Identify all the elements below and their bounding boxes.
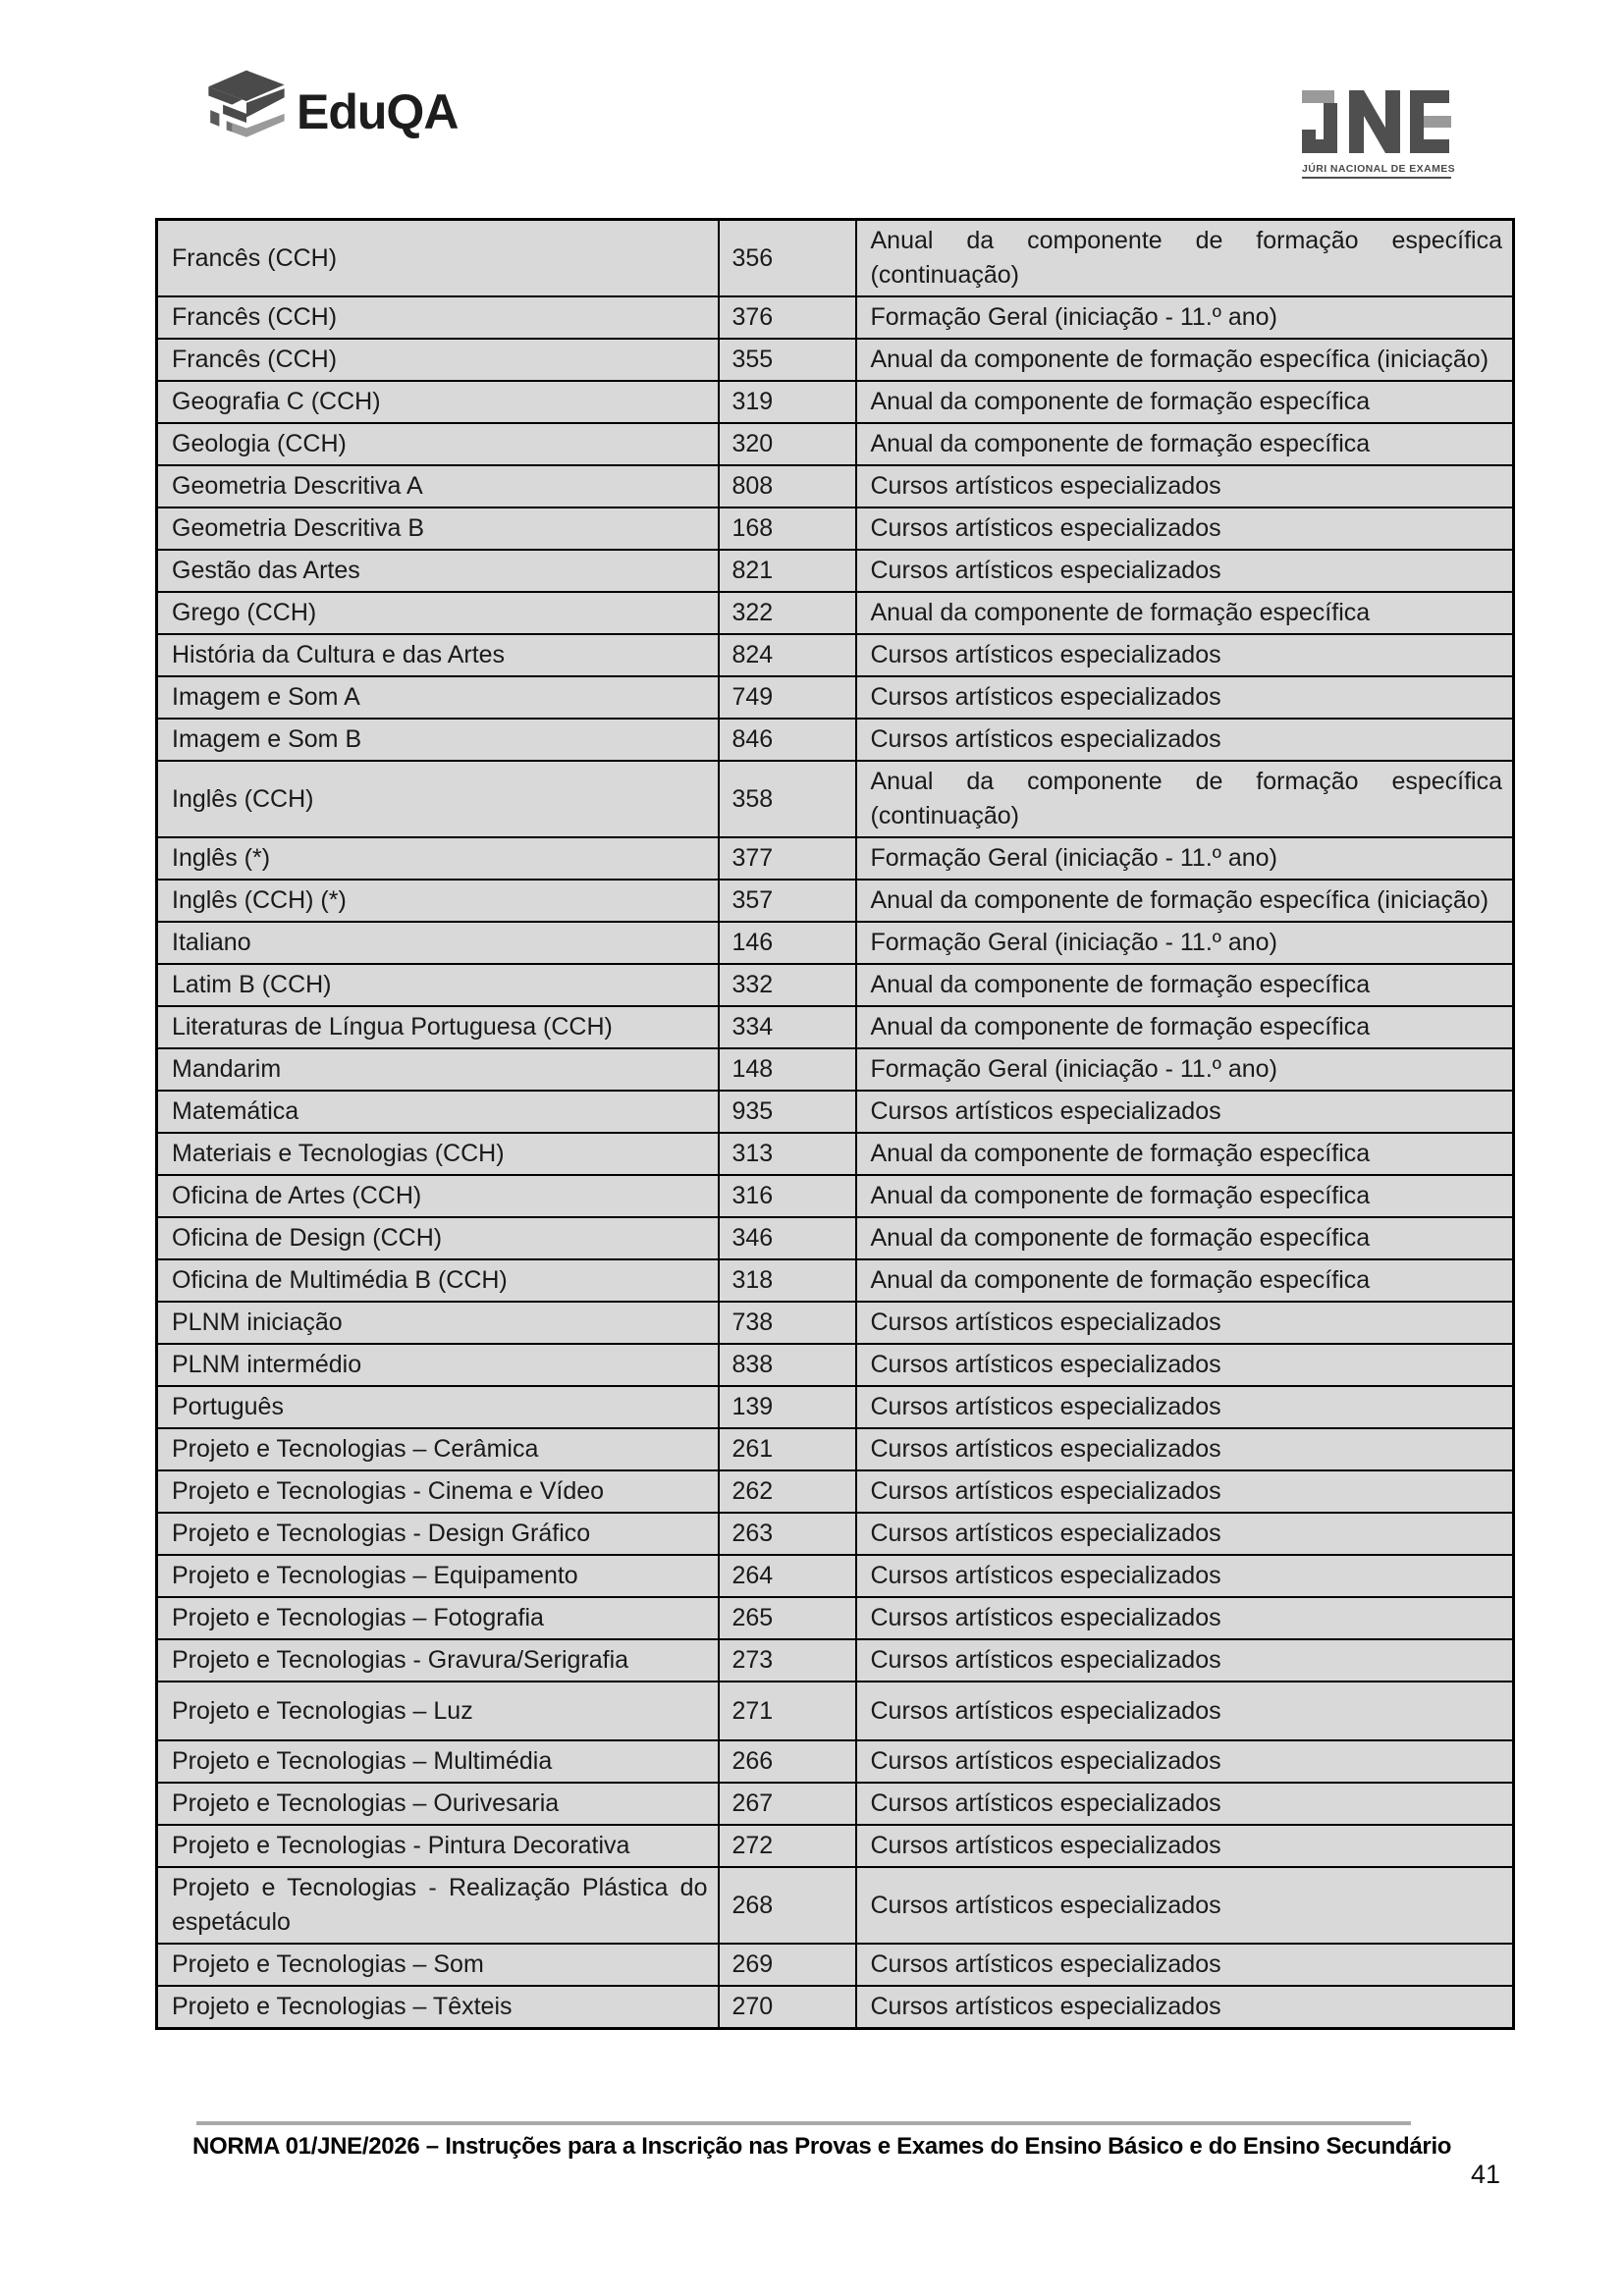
table-row <box>157 1302 1514 1344</box>
cell-subject: Oficina de Multimédia B (CCH) <box>157 1259 719 1302</box>
cell-subject: Geografia C (CCH) <box>157 381 719 423</box>
cell-description: Cursos artísticos especializados <box>856 1428 1514 1470</box>
cell-code: 357 <box>719 880 856 922</box>
cell-code: 332 <box>719 964 856 1006</box>
cell-description: Anual da componente de formação específica (continuação) <box>856 761 1514 837</box>
table-row <box>157 1740 1514 1783</box>
cell-subject: Projeto e Tecnologias – Equipamento <box>157 1555 719 1597</box>
cell-description: Cursos artísticos especializados <box>856 1639 1514 1682</box>
cell-description: Cursos artísticos especializados <box>856 1344 1514 1386</box>
cell-subject: Projeto e Tecnologias – Cerâmica <box>157 1428 719 1470</box>
cell-description: Cursos artísticos especializados <box>856 1386 1514 1428</box>
cell-description: Cursos artísticos especializados <box>856 1740 1514 1783</box>
table-row <box>157 1867 1514 1944</box>
cell-subject: Imagem e Som B <box>157 719 719 761</box>
cell-subject: Grego (CCH) <box>157 592 719 634</box>
cell-code: 318 <box>719 1259 856 1302</box>
table-row <box>157 507 1514 550</box>
table-row <box>157 1091 1514 1133</box>
table-row <box>157 1682 1514 1740</box>
cell-subject: Materiais e Tecnologias (CCH) <box>157 1133 719 1175</box>
cell-subject: Projeto e Tecnologias - Gravura/Serigrafia <box>157 1639 719 1682</box>
table-row <box>157 1175 1514 1217</box>
table-row <box>157 465 1514 507</box>
cell-description: Cursos artísticos especializados <box>856 1783 1514 1825</box>
cell-code: 749 <box>719 676 856 719</box>
cell-subject: Projeto e Tecnologias – Multimédia <box>157 1740 719 1783</box>
table-row <box>157 922 1514 964</box>
cell-description: Cursos artísticos especializados <box>856 1597 1514 1639</box>
cell-subject: História da Cultura e das Artes <box>157 634 719 676</box>
table-row <box>157 381 1514 423</box>
cell-description: Cursos artísticos especializados <box>856 550 1514 592</box>
table-row <box>157 1048 1514 1091</box>
cell-subject: PLNM intermédio <box>157 1344 719 1386</box>
cell-description: Cursos artísticos especializados <box>856 1513 1514 1555</box>
cell-description: Cursos artísticos especializados <box>856 676 1514 719</box>
cell-description: Cursos artísticos especializados <box>856 1867 1514 1944</box>
table-row <box>157 1428 1514 1470</box>
cell-code: 261 <box>719 1428 856 1470</box>
cell-subject: Italiano <box>157 922 719 964</box>
table-row <box>157 1386 1514 1428</box>
cell-description: Cursos artísticos especializados <box>856 465 1514 507</box>
cell-subject: Literaturas de Língua Portuguesa (CCH) <box>157 1006 719 1048</box>
cell-code: 263 <box>719 1513 856 1555</box>
table-row <box>157 1470 1514 1513</box>
cell-description: Anual da componente de formação específica <box>856 381 1514 423</box>
table-row <box>157 1006 1514 1048</box>
cell-code: 268 <box>719 1867 856 1944</box>
cell-subject: Francês (CCH) <box>157 339 719 381</box>
cell-code: 358 <box>719 761 856 837</box>
cell-code: 262 <box>719 1470 856 1513</box>
cell-subject: Projeto e Tecnologias – Têxteis <box>157 1986 719 2029</box>
table-row <box>157 339 1514 381</box>
cell-description: Cursos artísticos especializados <box>856 634 1514 676</box>
table-row <box>157 634 1514 676</box>
cell-code: 313 <box>719 1133 856 1175</box>
cell-code: 139 <box>719 1386 856 1428</box>
cell-subject: Latim B (CCH) <box>157 964 719 1006</box>
cell-description: Anual da componente de formação específica <box>856 1006 1514 1048</box>
cell-subject: Projeto e Tecnologias - Realização Plástica do espetáculo <box>157 1867 719 1944</box>
cell-description: Anual da componente de formação específica (continuação) <box>856 220 1514 297</box>
cell-description: Anual da componente de formação específica <box>856 1259 1514 1302</box>
cell-code: 846 <box>719 719 856 761</box>
footer-divider <box>196 2121 1411 2125</box>
table-row <box>157 1217 1514 1259</box>
cell-description: Cursos artísticos especializados <box>856 1091 1514 1133</box>
cell-subject: PLNM iniciação <box>157 1302 719 1344</box>
cell-code: 272 <box>719 1825 856 1867</box>
cell-subject: Geometria Descritiva A <box>157 465 719 507</box>
table-row <box>157 1513 1514 1555</box>
cell-code: 356 <box>719 220 856 297</box>
cell-description: Anual da componente de formação específica <box>856 423 1514 465</box>
cell-code: 319 <box>719 381 856 423</box>
cell-description: Cursos artísticos especializados <box>856 1986 1514 2029</box>
cell-description: Cursos artísticos especializados <box>856 1555 1514 1597</box>
cell-description: Formação Geral (iniciação - 11.º ano) <box>856 922 1514 964</box>
jne-logo <box>1302 90 1456 179</box>
table-row <box>157 1825 1514 1867</box>
cell-code: 316 <box>719 1175 856 1217</box>
table-row <box>157 296 1514 339</box>
cell-subject: Geometria Descritiva B <box>157 507 719 550</box>
cell-description: Cursos artísticos especializados <box>856 507 1514 550</box>
table-row <box>157 550 1514 592</box>
cell-code: 266 <box>719 1740 856 1783</box>
cell-description: Cursos artísticos especializados <box>856 1682 1514 1740</box>
cell-code: 376 <box>719 296 856 339</box>
cell-code: 334 <box>719 1006 856 1048</box>
table-row <box>157 1555 1514 1597</box>
cell-code: 355 <box>719 339 856 381</box>
cell-code: 273 <box>719 1639 856 1682</box>
table-row <box>157 1639 1514 1682</box>
cell-code: 838 <box>719 1344 856 1386</box>
table-row <box>157 761 1514 837</box>
table-row <box>157 1783 1514 1825</box>
cell-code: 168 <box>719 507 856 550</box>
table-row <box>157 964 1514 1006</box>
cell-subject: Matemática <box>157 1091 719 1133</box>
cell-subject: Projeto e Tecnologias – Ourivesaria <box>157 1783 719 1825</box>
cell-description: Anual da componente de formação específica (iniciação) <box>856 880 1514 922</box>
cell-subject: Inglês (*) <box>157 837 719 880</box>
cell-subject: Português <box>157 1386 719 1428</box>
cell-subject: Oficina de Artes (CCH) <box>157 1175 719 1217</box>
jne-subtitle: JÚRI NACIONAL DE EXAMES <box>1302 163 1451 179</box>
footer-norma-text: NORMA 01/JNE/2026 – Instruções para a Inscrição nas Provas e Exames do Ensino Básico e do Ensino Secundário <box>192 2133 1452 2160</box>
cell-code: 265 <box>719 1597 856 1639</box>
cell-subject: Inglês (CCH) <box>157 761 719 837</box>
table-row <box>157 719 1514 761</box>
table-row <box>157 592 1514 634</box>
cell-subject: Projeto e Tecnologias - Pintura Decorativa <box>157 1825 719 1867</box>
cell-code: 738 <box>719 1302 856 1344</box>
table-row <box>157 1344 1514 1386</box>
cell-subject: Projeto e Tecnologias – Fotografia <box>157 1597 719 1639</box>
cell-subject: Francês (CCH) <box>157 220 719 297</box>
table-row <box>157 220 1514 297</box>
cell-subject: Projeto e Tecnologias - Design Gráfico <box>157 1513 719 1555</box>
jne-logo-icon <box>1302 90 1451 155</box>
cell-subject: Francês (CCH) <box>157 296 719 339</box>
table-row <box>157 423 1514 465</box>
cell-description: Anual da componente de formação específica <box>856 592 1514 634</box>
cell-description: Formação Geral (iniciação - 11.º ano) <box>856 837 1514 880</box>
cell-description: Anual da componente de formação específica <box>856 1175 1514 1217</box>
eduqa-logo-icon <box>204 67 289 157</box>
table-row <box>157 837 1514 880</box>
cell-subject: Geologia (CCH) <box>157 423 719 465</box>
cell-code: 821 <box>719 550 856 592</box>
cell-subject: Mandarim <box>157 1048 719 1091</box>
exam-codes-table <box>155 218 1515 2030</box>
cell-description: Cursos artísticos especializados <box>856 719 1514 761</box>
cell-code: 808 <box>719 465 856 507</box>
cell-description: Formação Geral (iniciação - 11.º ano) <box>856 1048 1514 1091</box>
eduqa-logo <box>204 67 458 157</box>
eduqa-wordmark: EduQA <box>297 84 459 139</box>
cell-code: 320 <box>719 423 856 465</box>
cell-code: 146 <box>719 922 856 964</box>
cell-description: Cursos artísticos especializados <box>856 1470 1514 1513</box>
table-row <box>157 1944 1514 1986</box>
cell-code: 824 <box>719 634 856 676</box>
cell-subject: Imagem e Som A <box>157 676 719 719</box>
cell-subject: Projeto e Tecnologias – Som <box>157 1944 719 1986</box>
cell-description: Anual da componente de formação específica <box>856 1217 1514 1259</box>
cell-code: 270 <box>719 1986 856 2029</box>
table-row <box>157 1986 1514 2029</box>
cell-description: Cursos artísticos especializados <box>856 1944 1514 1986</box>
table-row <box>157 676 1514 719</box>
cell-description: Anual da componente de formação específica (iniciação) <box>856 339 1514 381</box>
cell-description: Formação Geral (iniciação - 11.º ano) <box>856 296 1514 339</box>
cell-description: Anual da componente de formação específica <box>856 1133 1514 1175</box>
cell-subject: Projeto e Tecnologias – Luz <box>157 1682 719 1740</box>
table-row <box>157 1597 1514 1639</box>
cell-code: 935 <box>719 1091 856 1133</box>
cell-code: 267 <box>719 1783 856 1825</box>
cell-subject: Oficina de Design (CCH) <box>157 1217 719 1259</box>
cell-code: 377 <box>719 837 856 880</box>
cell-code: 264 <box>719 1555 856 1597</box>
cell-description: Cursos artísticos especializados <box>856 1302 1514 1344</box>
table-row <box>157 880 1514 922</box>
cell-subject: Gestão das Artes <box>157 550 719 592</box>
cell-code: 148 <box>719 1048 856 1091</box>
cell-code: 271 <box>719 1682 856 1740</box>
cell-code: 269 <box>719 1944 856 1986</box>
cell-code: 322 <box>719 592 856 634</box>
table-row <box>157 1133 1514 1175</box>
cell-code: 346 <box>719 1217 856 1259</box>
cell-subject: Projeto e Tecnologias - Cinema e Vídeo <box>157 1470 719 1513</box>
page-number: 41 <box>1471 2160 1501 2189</box>
exam-codes-table-body <box>157 220 1514 2029</box>
cell-description: Cursos artísticos especializados <box>856 1825 1514 1867</box>
cell-description: Anual da componente de formação específica <box>856 964 1514 1006</box>
cell-subject: Inglês (CCH) (*) <box>157 880 719 922</box>
table-row <box>157 1259 1514 1302</box>
